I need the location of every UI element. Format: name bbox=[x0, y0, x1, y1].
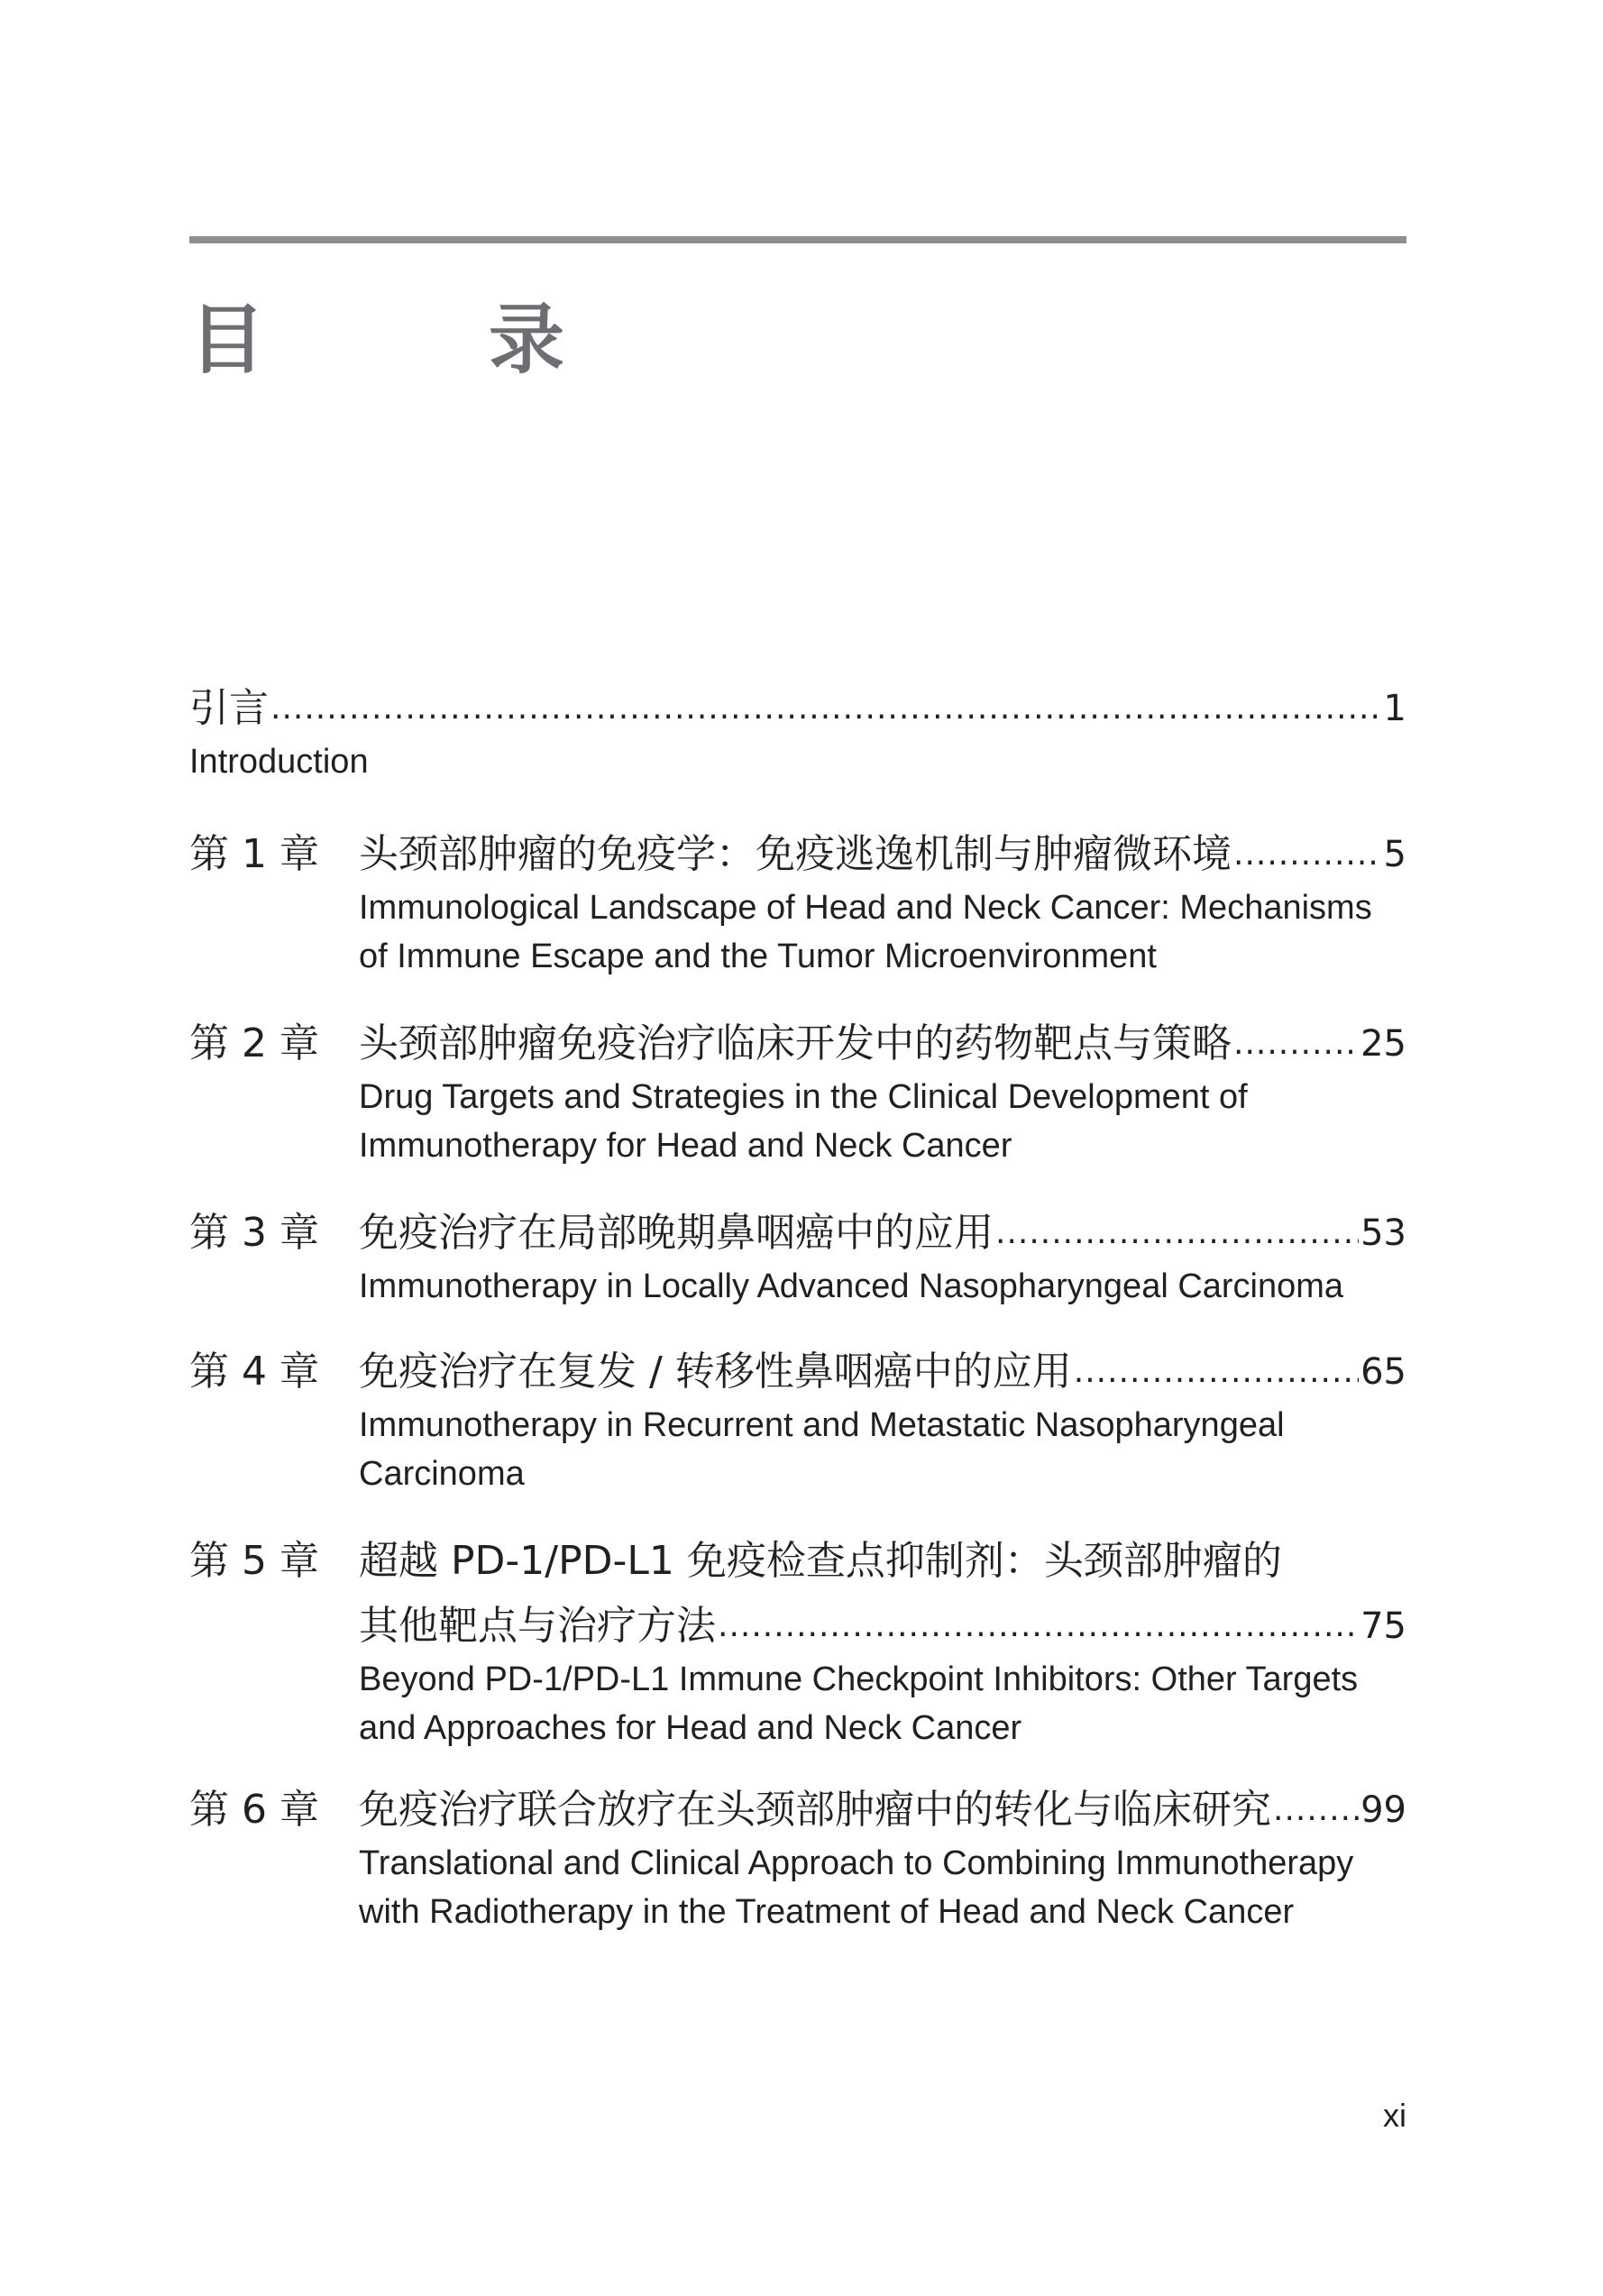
toc-en-title bbox=[189, 1655, 1406, 1752]
page-title: 目 录 bbox=[189, 296, 639, 384]
toc-en-title bbox=[189, 883, 1406, 981]
dot-leader bbox=[1074, 1345, 1359, 1399]
toc-page-number: 5 bbox=[1383, 834, 1406, 875]
toc-zh-line bbox=[189, 828, 1406, 882]
toc-zh-line bbox=[189, 1206, 1406, 1260]
chapter-label: 第 3 章 bbox=[189, 1210, 319, 1256]
toc-zh-title: 免疫治疗在复发 / 转移性鼻咽癌中的应用 bbox=[359, 1349, 1072, 1395]
toc-zh-title-cont: 其他靶点与治疗方法 bbox=[359, 1603, 716, 1649]
toc-zh-title: 超越 PD-1/PD-L1 免疫检查点抑制剂：头颈部肿瘤的 bbox=[359, 1538, 1282, 1584]
toc-page-number: 25 bbox=[1360, 1023, 1406, 1065]
chapter-label: 第 2 章 bbox=[189, 1020, 319, 1066]
toc-en-title bbox=[189, 1262, 1406, 1311]
toc-zh-title: 头颈部肿瘤免疫治疗临床开发中的药物靶点与策略 bbox=[359, 1020, 1232, 1066]
toc-page-number: 65 bbox=[1360, 1351, 1406, 1393]
toc-en-line: Carcinoma bbox=[359, 1455, 525, 1493]
toc-en-line: with Radiotherapy in the Treatment of Head and Neck Cancer bbox=[359, 1893, 1295, 1931]
toc-en-line: Translational and Clinical Approach to Combining Immunotherapy bbox=[359, 1844, 1354, 1882]
toc-en-line: Immunotherapy in Locally Advanced Nasopharyngeal Carcinoma bbox=[359, 1267, 1344, 1305]
toc-en-title bbox=[189, 1839, 1406, 1936]
toc-page-number: 53 bbox=[1360, 1212, 1406, 1254]
toc-entry-chapter-6[interactable] bbox=[189, 1783, 1406, 1936]
toc-zh-line bbox=[189, 1017, 1406, 1071]
dot-leader bbox=[718, 1599, 1359, 1653]
toc-en-title bbox=[189, 737, 1406, 786]
toc-en-line: Drug Targets and Strategies in the Clinical Development of bbox=[359, 1078, 1248, 1116]
toc-zh-title: 免疫治疗在局部晚期鼻咽癌中的应用 bbox=[359, 1210, 994, 1256]
dot-leader bbox=[1273, 1783, 1359, 1837]
dot-leader bbox=[1233, 1017, 1359, 1071]
toc-en-title bbox=[189, 1401, 1406, 1498]
toc-en-line: and Approaches for Head and Neck Cancer bbox=[359, 1709, 1022, 1747]
toc-zh-line bbox=[189, 1534, 1406, 1588]
toc-zh-title: 免疫治疗联合放疗在头颈部肿瘤中的转化与临床研究 bbox=[359, 1787, 1271, 1833]
toc-entry-intro[interactable] bbox=[189, 681, 1406, 786]
chapter-label: 第 5 章 bbox=[189, 1538, 319, 1584]
toc-entry-chapter-1[interactable] bbox=[189, 828, 1406, 981]
toc-entry-chapter-3[interactable] bbox=[189, 1206, 1406, 1311]
toc-en-title bbox=[189, 1073, 1406, 1170]
dot-leader bbox=[270, 681, 1382, 736]
toc-en-line: Immunotherapy in Recurrent and Metastatic Nasopharyngeal bbox=[359, 1406, 1285, 1444]
top-rule bbox=[189, 236, 1406, 243]
toc-en-line: of Immune Escape and the Tumor Microenvironment bbox=[359, 938, 1157, 975]
dot-leader bbox=[995, 1206, 1359, 1260]
toc-zh-title: 头颈部肿瘤的免疫学：免疫逃逸机制与肿瘤微环境 bbox=[359, 831, 1232, 877]
toc-zh-line bbox=[189, 1599, 1406, 1653]
toc-en-line: Beyond PD-1/PD-L1 Immune Checkpoint Inhibitors: Other Targets bbox=[359, 1660, 1359, 1698]
page-folio: xi bbox=[1383, 2097, 1406, 2134]
toc-page-number: 99 bbox=[1360, 1789, 1406, 1831]
toc-entry-chapter-5[interactable] bbox=[189, 1534, 1406, 1752]
toc-en-line: Immunological Landscape of Head and Neck Cancer: Mechanisms bbox=[359, 889, 1372, 927]
chapter-label: 第 6 章 bbox=[189, 1787, 319, 1833]
dot-leader bbox=[1233, 828, 1382, 882]
toc-zh-line bbox=[189, 1345, 1406, 1399]
toc-zh-line bbox=[189, 681, 1406, 736]
chapter-label: 第 1 章 bbox=[189, 831, 319, 877]
toc-page-number: 75 bbox=[1360, 1605, 1406, 1647]
toc-entry-chapter-4[interactable] bbox=[189, 1345, 1406, 1498]
toc-en-line: Introduction bbox=[189, 743, 369, 781]
toc-page-number: 1 bbox=[1383, 688, 1406, 729]
chapter-label: 第 4 章 bbox=[189, 1349, 319, 1395]
toc-en-line: Immunotherapy for Head and Neck Cancer bbox=[359, 1127, 1012, 1165]
toc-entry-chapter-2[interactable] bbox=[189, 1017, 1406, 1170]
toc-zh-title: 引言 bbox=[189, 685, 269, 731]
toc-zh-line bbox=[189, 1783, 1406, 1837]
